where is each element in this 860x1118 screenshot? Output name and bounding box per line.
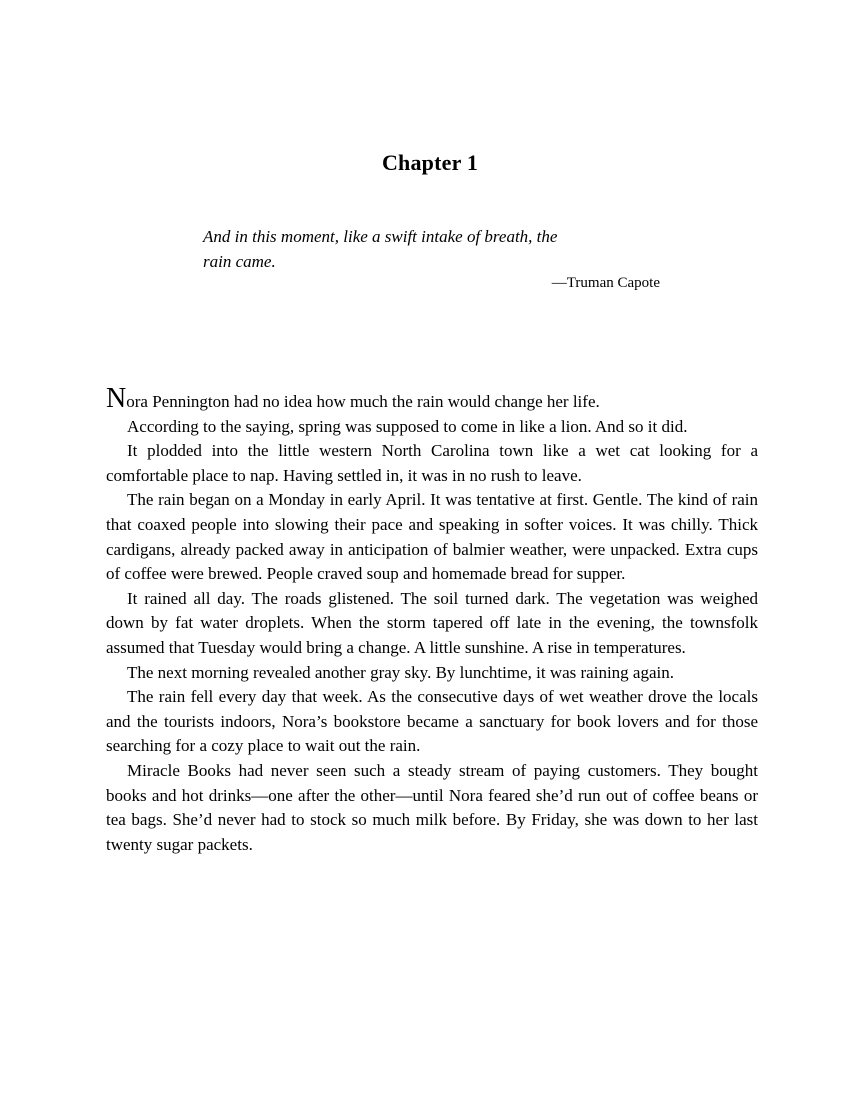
paragraph: Miracle Books had never seen such a steady stream of paying customers. They bought books and hot drinks—one after the other—until Nora feared she’d run out of coffee beans or tea bags. She’d never had to stock so much milk before. By Friday, she was down to her last twenty sugar packets.: [106, 760, 758, 854]
epigraph-attribution: —Truman Capote: [551, 275, 660, 291]
epigraph: [203, 224, 660, 293]
paragraph: The rain fell every day that week. As the consecutive days of wet weather drove the locals and the tourists indoors, Nora’s bookstore became a sanctuary for book lovers and for those searching for a cozy place to wait out the rain.: [106, 687, 758, 756]
paragraph: It rained all day. The roads glistened. The soil turned dark. The vegetation was weighed down by fat water droplets. When the storm tapered off late in the evening, the townsfolk assumed that Tuesday would bring a change. A little sunshine. A rise in temperatures.: [106, 588, 758, 657]
raised-initial-cap: N: [106, 383, 127, 414]
paragraph: The rain began on a Monday in early April. It was tentative at first. Gentle. The kind of rain that coaxed people into slowing their pace and speaking in softer voices. It was chilly. Thick cardigans, already packed away in anticipation of balmier weather, were unpacked. Extra cups of coffee were brewed. People craved soup and homemade bread for supper.: [106, 490, 758, 584]
chapter-title: Chapter 1: [381, 150, 479, 175]
paragraph-opening-text: ora Pennington had no idea how much the rain would change her life.: [126, 392, 600, 411]
paragraph-opening: [106, 383, 758, 415]
paragraph: According to the saying, spring was supposed to come in like a lion. And so it did.: [127, 416, 688, 436]
epigraph-quote-line-1: And in this moment, like a swift intake of breath, the: [203, 227, 558, 246]
paragraph: The next morning revealed another gray sky. By lunchtime, it was raining again.: [127, 662, 674, 682]
paragraph: It plodded into the little western North Carolina town like a wet cat looking for a comfortable place to nap. Having settled in, it was in no rush to leave.: [106, 441, 758, 485]
epigraph-quote-line-2: rain came.: [203, 252, 276, 271]
body-text: [106, 383, 758, 857]
